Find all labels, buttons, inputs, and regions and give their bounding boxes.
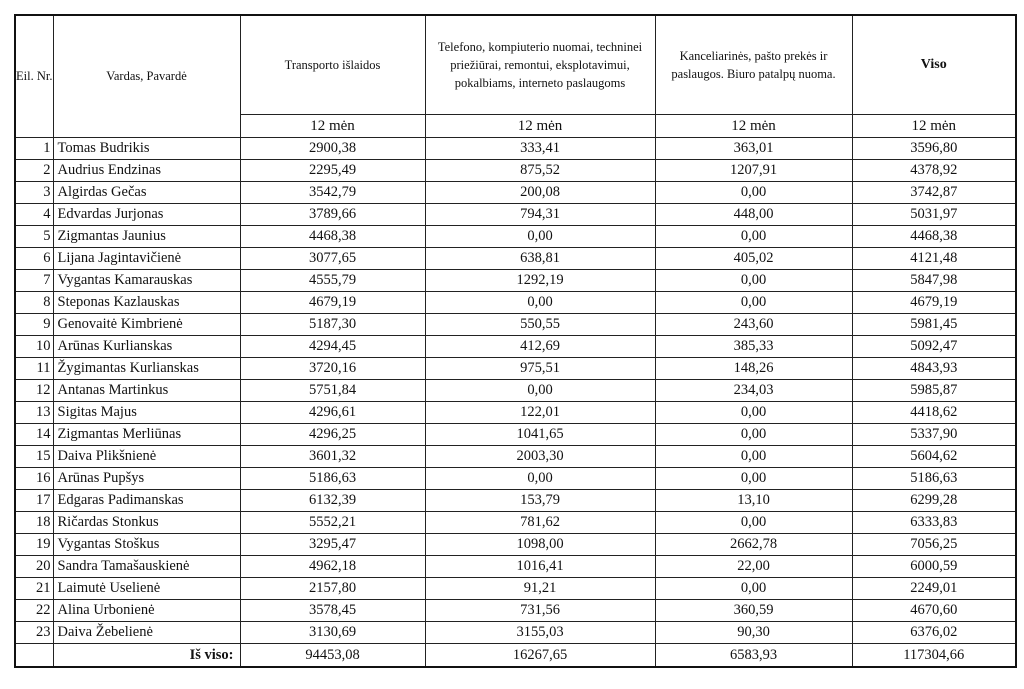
telefono-value: 3155,03 [425,622,655,644]
telefono-value: 153,79 [425,490,655,512]
viso-value: 5981,45 [852,314,1016,336]
header-name: Vardas, Pavardė [53,15,240,138]
kanceliarines-value: 0,00 [655,226,852,248]
kanceliarines-value: 0,00 [655,446,852,468]
person-name: Daiva Žebelienė [53,622,240,644]
transport-value: 4468,38 [240,226,425,248]
telefono-value: 91,21 [425,578,655,600]
row-number: 2 [15,160,53,182]
kanceliarines-value: 0,00 [655,182,852,204]
transport-value: 3789,66 [240,204,425,226]
kanceliarines-value: 2662,78 [655,534,852,556]
telefono-value: 333,41 [425,138,655,160]
viso-value: 3742,87 [852,182,1016,204]
kanceliarines-value: 0,00 [655,512,852,534]
totals-label: Iš viso: [53,644,240,668]
header-transport: Transporto išlaidos [240,15,425,115]
transport-value: 5751,84 [240,380,425,402]
telefono-value: 794,31 [425,204,655,226]
row-number: 6 [15,248,53,270]
transport-value: 3295,47 [240,534,425,556]
telefono-value: 122,01 [425,402,655,424]
header-viso: Viso [852,15,1016,115]
viso-value: 2249,01 [852,578,1016,600]
person-name: Audrius Endzinas [53,160,240,182]
table-row [15,336,1016,358]
table-row [15,292,1016,314]
totals-empty-cell [15,644,53,668]
table-row [15,182,1016,204]
viso-value: 6376,02 [852,622,1016,644]
row-number: 16 [15,468,53,490]
kanceliarines-value: 234,03 [655,380,852,402]
kanceliarines-value: 1207,91 [655,160,852,182]
table-row [15,490,1016,512]
row-number: 17 [15,490,53,512]
telefono-value: 875,52 [425,160,655,182]
transport-value: 5552,21 [240,512,425,534]
kanceliarines-value: 363,01 [655,138,852,160]
person-name: Steponas Kazlauskas [53,292,240,314]
total-telefono: 16267,65 [425,644,655,668]
kanceliarines-value: 148,26 [655,358,852,380]
telefono-value: 975,51 [425,358,655,380]
transport-value: 3601,32 [240,446,425,468]
table-body [15,138,1016,644]
telefono-value: 0,00 [425,226,655,248]
transport-value: 4962,18 [240,556,425,578]
table-row [15,402,1016,424]
table-row [15,446,1016,468]
row-number: 22 [15,600,53,622]
table-row [15,248,1016,270]
kanceliarines-value: 0,00 [655,292,852,314]
viso-value: 4679,19 [852,292,1016,314]
period-telefono: 12 mėn [425,115,655,138]
kanceliarines-value: 243,60 [655,314,852,336]
transport-value: 5187,30 [240,314,425,336]
person-name: Lijana Jagintavičienė [53,248,240,270]
period-kanceliarines: 12 mėn [655,115,852,138]
transport-value: 2900,38 [240,138,425,160]
person-name: Laimutė Uselienė [53,578,240,600]
person-name: Arūnas Kurlianskas [53,336,240,358]
telefono-value: 550,55 [425,314,655,336]
kanceliarines-value: 22,00 [655,556,852,578]
person-name: Genovaitė Kimbrienė [53,314,240,336]
viso-value: 4670,60 [852,600,1016,622]
transport-value: 3720,16 [240,358,425,380]
row-number: 18 [15,512,53,534]
total-viso: 117304,66 [852,644,1016,668]
viso-value: 5031,97 [852,204,1016,226]
kanceliarines-value: 385,33 [655,336,852,358]
transport-value: 4679,19 [240,292,425,314]
kanceliarines-value: 0,00 [655,424,852,446]
table-row [15,358,1016,380]
table-row [15,138,1016,160]
telefono-value: 2003,30 [425,446,655,468]
transport-value: 3130,69 [240,622,425,644]
telefono-value: 638,81 [425,248,655,270]
person-name: Vygantas Stoškus [53,534,240,556]
viso-value: 6333,83 [852,512,1016,534]
person-name: Daiva Plikšnienė [53,446,240,468]
transport-value: 5186,63 [240,468,425,490]
expenses-table [14,14,1017,668]
person-name: Arūnas Pupšys [53,468,240,490]
viso-value: 5847,98 [852,270,1016,292]
row-number: 1 [15,138,53,160]
table-row [15,380,1016,402]
row-number: 3 [15,182,53,204]
header-telefono: Telefono, kompiuterio nuomai, techninei priežiūrai, remontui, eksplotavimui, pokalbiams, interneto paslaugoms [425,15,655,115]
row-number: 13 [15,402,53,424]
table-row [15,600,1016,622]
person-name: Edgaras Padimanskas [53,490,240,512]
viso-value: 5337,90 [852,424,1016,446]
row-number: 15 [15,446,53,468]
person-name: Zigmantas Merliūnas [53,424,240,446]
row-number: 11 [15,358,53,380]
telefono-value: 200,08 [425,182,655,204]
total-kanceliarines: 6583,93 [655,644,852,668]
transport-value: 6132,39 [240,490,425,512]
kanceliarines-value: 360,59 [655,600,852,622]
row-number: 9 [15,314,53,336]
table-row [15,578,1016,600]
transport-value: 4296,61 [240,402,425,424]
viso-value: 7056,25 [852,534,1016,556]
transport-value: 4555,79 [240,270,425,292]
person-name: Alina Urbonienė [53,600,240,622]
kanceliarines-value: 0,00 [655,468,852,490]
viso-value: 5604,62 [852,446,1016,468]
person-name: Sandra Tamašauskienė [53,556,240,578]
person-name: Algirdas Gečas [53,182,240,204]
table-row [15,556,1016,578]
row-number: 4 [15,204,53,226]
header-kanceliarines: Kanceliarinės, pašto prekės ir paslaugos. Biuro patalpų nuoma. [655,15,852,115]
row-number: 14 [15,424,53,446]
telefono-value: 1292,19 [425,270,655,292]
person-name: Sigitas Majus [53,402,240,424]
row-number: 12 [15,380,53,402]
transport-value: 2157,80 [240,578,425,600]
viso-value: 4121,48 [852,248,1016,270]
period-transport: 12 mėn [240,115,425,138]
transport-value: 3077,65 [240,248,425,270]
viso-value: 5985,87 [852,380,1016,402]
telefono-value: 0,00 [425,380,655,402]
viso-value: 5186,63 [852,468,1016,490]
row-number: 5 [15,226,53,248]
viso-value: 4468,38 [852,226,1016,248]
transport-value: 4294,45 [240,336,425,358]
telefono-value: 0,00 [425,292,655,314]
row-number: 19 [15,534,53,556]
table-row [15,622,1016,644]
telefono-value: 1098,00 [425,534,655,556]
person-name: Tomas Budrikis [53,138,240,160]
transport-value: 3542,79 [240,182,425,204]
kanceliarines-value: 448,00 [655,204,852,226]
kanceliarines-value: 13,10 [655,490,852,512]
kanceliarines-value: 90,30 [655,622,852,644]
person-name: Antanas Martinkus [53,380,240,402]
total-transport: 94453,08 [240,644,425,668]
telefono-value: 781,62 [425,512,655,534]
table-row [15,226,1016,248]
totals-row [15,644,1016,668]
person-name: Ričardas Stonkus [53,512,240,534]
row-number: 21 [15,578,53,600]
table-row [15,534,1016,556]
transport-value: 2295,49 [240,160,425,182]
telefono-value: 731,56 [425,600,655,622]
person-name: Vygantas Kamarauskas [53,270,240,292]
viso-value: 4418,62 [852,402,1016,424]
transport-value: 4296,25 [240,424,425,446]
viso-value: 6299,28 [852,490,1016,512]
telefono-value: 1041,65 [425,424,655,446]
viso-value: 6000,59 [852,556,1016,578]
kanceliarines-value: 0,00 [655,270,852,292]
telefono-value: 1016,41 [425,556,655,578]
header-row [15,15,1016,115]
table-row [15,468,1016,490]
table-row [15,314,1016,336]
viso-value: 5092,47 [852,336,1016,358]
kanceliarines-value: 405,02 [655,248,852,270]
kanceliarines-value: 0,00 [655,578,852,600]
telefono-value: 412,69 [425,336,655,358]
row-number: 10 [15,336,53,358]
table-row [15,160,1016,182]
person-name: Zigmantas Jaunius [53,226,240,248]
row-number: 20 [15,556,53,578]
row-number: 23 [15,622,53,644]
row-number: 7 [15,270,53,292]
kanceliarines-value: 0,00 [655,402,852,424]
row-number: 8 [15,292,53,314]
table-row [15,424,1016,446]
table-row [15,204,1016,226]
viso-value: 4378,92 [852,160,1016,182]
header-nr: Eil. Nr. [15,15,53,138]
viso-value: 4843,93 [852,358,1016,380]
person-name: Žygimantas Kurlianskas [53,358,240,380]
person-name: Edvardas Jurjonas [53,204,240,226]
period-viso: 12 mėn [852,115,1016,138]
table-row [15,512,1016,534]
telefono-value: 0,00 [425,468,655,490]
table-row [15,270,1016,292]
transport-value: 3578,45 [240,600,425,622]
viso-value: 3596,80 [852,138,1016,160]
